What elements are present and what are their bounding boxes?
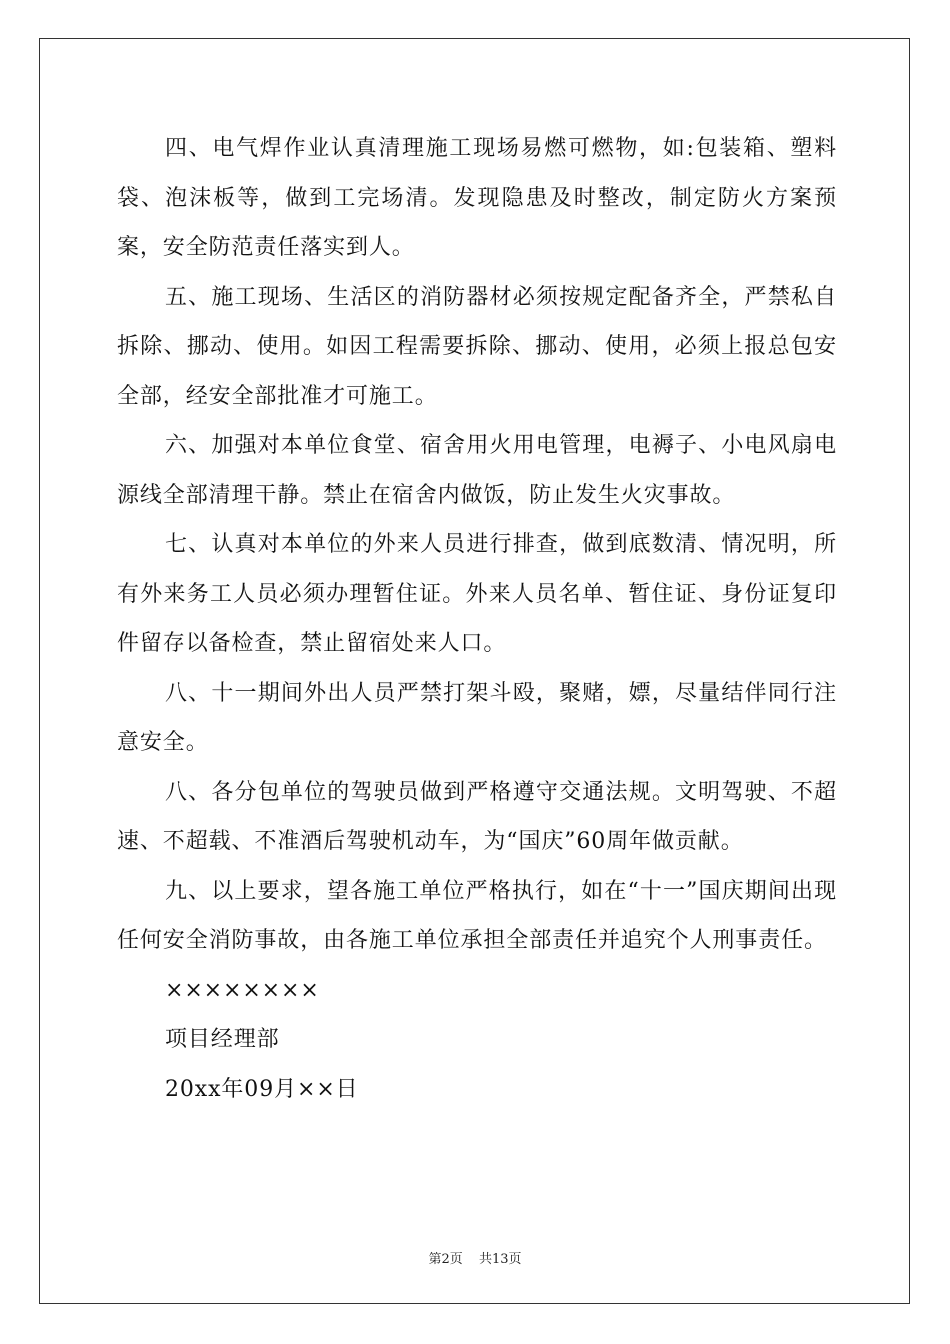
page-footer — [0, 1248, 950, 1267]
signature-organization: ×××××××× — [165, 977, 320, 1003]
total-pages: 共13页 — [478, 1252, 522, 1267]
document-body — [117, 124, 837, 1114]
signature-department: 项目经理部 — [165, 1027, 280, 1052]
clause-4-paragraph: 四、电气焊作业认真清理施工现场易燃可燃物，如:包装箱、塑料袋、泡沫板等，做到工完场清。发现隐患及时整改，制定防火方案预案，安全防范责任落实到人。 — [117, 136, 837, 260]
clause-9-paragraph: 九、以上要求，望各施工单位严格执行，如在“十一”国庆期间出现任何安全消防事故，由各施工单位承担全部责任并追究个人刑事责任。 — [117, 878, 837, 953]
clause-7-paragraph: 七、认真对本单位的外来人员进行排查，做到底数清、情况明，所有外来务工人员必须办理暂住证。外来人员名单、暂住证、身份证复印件留存以备检查，禁止留宿处来人口。 — [117, 532, 837, 656]
clause-6-paragraph: 六、加强对本单位食堂、宿舍用火用电管理，电褥子、小电风扇电源线全部清理干静。禁止在宿舍内做饭，防止发生火灾事故。 — [117, 433, 837, 508]
clause-8a-paragraph: 八、十一期间外出人员严禁打架斗殴，聚赌，嫖，尽量结伴同行注意安全。 — [117, 680, 837, 755]
page-number: 第2页 — [428, 1252, 463, 1267]
clause-8b-paragraph: 八、各分包单位的驾驶员做到严格遵守交通法规。文明驾驶、不超速、不超载、不准酒后驾驶机动车，为“国庆”60周年做贡献。 — [117, 779, 837, 854]
signature-date: 20xx年09月××日 — [165, 1076, 359, 1102]
clause-5-paragraph: 五、施工现场、生活区的消防器材必须按规定配备齐全，严禁私自拆除、挪动、使用。如因工程需要拆除、挪动、使用，必须上报总包安全部，经安全部批准才可施工。 — [117, 284, 837, 409]
